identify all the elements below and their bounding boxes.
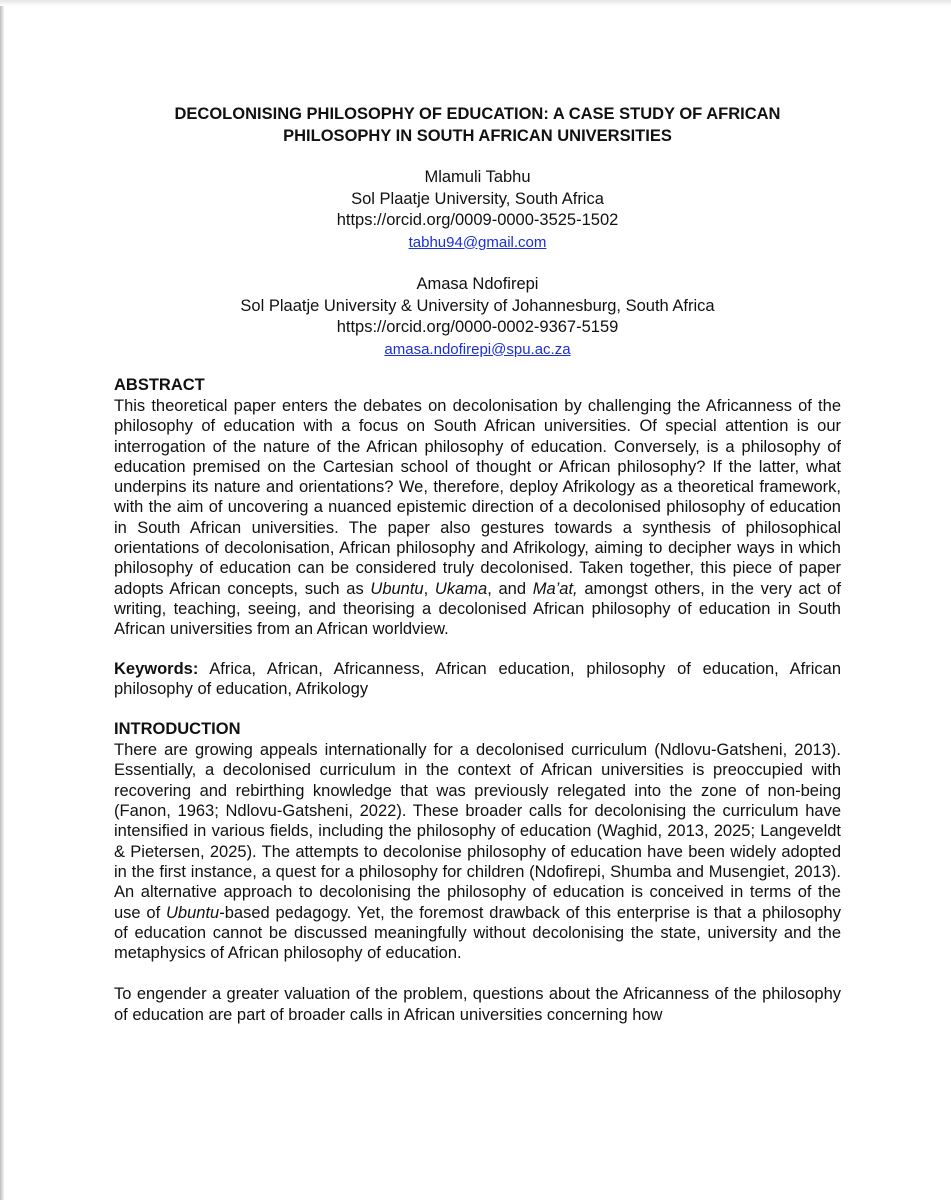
paper-content: [114, 103, 841, 1025]
author-affiliation: Sol Plaatje University, South Africa: [351, 189, 604, 208]
term-ubuntu: Ubuntu: [370, 579, 424, 598]
term-ukama: Ukama: [434, 579, 488, 598]
author-affiliation: Sol Plaatje University & University of Johannesburg, South Africa: [240, 296, 715, 315]
author-name: Mlamuli Tabhu: [424, 168, 531, 186]
keywords-label: Keywords:: [114, 659, 199, 678]
author-block-2: [114, 274, 841, 360]
introduction-heading: INTRODUCTION: [114, 720, 241, 739]
introduction-section: [114, 719, 841, 1025]
paper-title: DECOLONISING PHILOSOPHY OF EDUCATION: A CASE STUDY OF AFRICAN PHILOSOPHY IN SOUTH AFRICAN UNIVERSITIES: [174, 105, 781, 145]
author-email-link[interactable]: amasa.ndofirepi@spu.ac.za: [384, 340, 571, 358]
page-shadow-left: [0, 0, 4, 1200]
abstract-heading: ABSTRACT: [114, 376, 205, 394]
author-email-link[interactable]: tabhu94@gmail.com: [408, 233, 547, 251]
term-ubuntu: Ubuntu: [166, 903, 220, 922]
term-maat: Ma’at,: [532, 579, 578, 598]
author-orcid: https://orcid.org/0000-0002-9367-5159: [336, 318, 619, 336]
author-name: Amasa Ndofirepi: [416, 275, 539, 293]
introduction-paragraph-1: There are growing appeals internationally for a decolonised curriculum (Ndlovu-Gatsheni, 2013). Essentially, a decolonised curriculum in the context of African universities is preoccupied with recovering and rebirthing knowledge that was previously relegated into the zone of non-being (Fanon, 1963; Ndlovu-Gatsheni, 2022). These broader calls for decolonising the curriculum have intensified in various fields, including the philosophy of education (Waghid, 2013, 2025; Langeveldt & Pietersen, 2025). The attempts to decolonise philosophy of education have been widely adopted in the first instance, a quest for a philosophy for children (Ndofirepi, Shumba and Musengiet, 2013). An alternative approach to decolonising the philosophy of education is conceived in terms of the use of Ubuntu-based pedagogy. Yet, the foremost drawback of this enterprise is that a philosophy of education cannot be discussed meaningfully without decolonising the state, university and the metaphysics of African philosophy of education.: [114, 741, 841, 963]
author-orcid: https://orcid.org/0009-0000-3525-1502: [336, 211, 619, 229]
keywords: [114, 659, 841, 700]
abstract-text: This theoretical paper enters the debates on decolonisation by challenging the Africanness of the philosophy of education with a focus on South African universities. Of special attention is our interrogation of the nature of the African philosophy of education. Conversely, is a philosophy of education premised on the Cartesian school of thought or African philosophy? If the latter, what underpins its nature and orientations? We, therefore, deploy Afrikology as a theoretical framework, with the aim of uncovering a nuanced epistemic direction of a decolonised philosophy of education in South African universities. The paper also gestures towards a synthesis of philosophical orientations of decolonisation, African philosophy and Afrikology, aiming to decipher ways in which philosophy of education can be considered truly decolonised. Taken together, this piece of paper adopts African concepts, such as Ubuntu, Ukama, and Ma’at, amongst others, in the very act of writing, teaching, seeing, and theorising a decolonised African philosophy of education in South African universities from an African worldview.: [114, 397, 841, 639]
page-shadow-top: [0, 0, 951, 6]
abstract-section: [114, 375, 841, 640]
introduction-paragraph-2: To engender a greater valuation of the problem, questions about the Africanness of the philosophy of education are part of broader calls in African universities concerning how: [114, 985, 841, 1024]
keywords-text: Africa, African, Africanness, African education, philosophy of education, African philosophy of education, Afrikology: [114, 659, 841, 698]
author-block-1: [114, 167, 841, 253]
